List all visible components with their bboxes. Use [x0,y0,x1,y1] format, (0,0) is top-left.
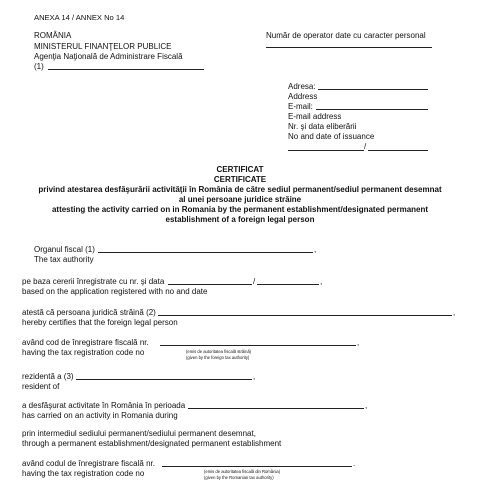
subtitle-en-line1: attesting the activity carried on in Romania by the permanent establishment/designated permanent [51,205,429,214]
address-line[interactable] [318,89,428,90]
ro-issuer-note-en: (given by the Romanian tax authority) [204,475,274,480]
address-label-en: Address [288,92,318,101]
application-slash: / [253,277,256,286]
annex-label: ANEXA 14 / ANNEX No 14 [34,13,125,22]
ro-tax-code-label-en: having the tax registration code no [22,469,145,478]
tax-authority-comma: , [314,245,317,254]
ro-tax-code-label-ro: având codul de înregistrare fiscală nr. [22,459,155,468]
foreign-tax-code-comma: , [357,338,360,347]
issue-number-label-ro: Nr. şi data eliberării [288,122,357,131]
tax-authority-label-ro: Organul fiscal (1) [34,245,95,254]
period-comma: , [365,401,368,410]
residence-comma: , [253,372,256,381]
establishment-label-en: through a permanent establishment/designated permanent establishment [22,439,282,448]
issuer-ministry: MINISTERUL FINANŢELOR PUBLICE [34,42,172,51]
period-line[interactable] [188,408,364,409]
foreign-tax-code-line[interactable] [160,345,356,346]
foreign-issuer-note-en: (given by the foreign tax authority) [186,355,250,360]
period-label-ro: a desfăşurat activitate în România în perioada [22,401,186,410]
application-label-en: based on the application registered with no and date [22,287,208,296]
subtitle-ro-line2: al unei persoane juridice străine [178,195,302,204]
email-label-ro: E-mail: [288,102,313,111]
email-label-en: E-mail address [288,112,342,121]
foreign-person-comma: , [453,308,456,317]
foreign-tax-code-label-en: having the tax registration code no [22,348,145,357]
tax-authority-line[interactable] [98,252,313,253]
establishment-label-ro: prin intermediul sediului permanent/sediului permanent desemnat, [22,429,256,438]
foreign-tax-code-label-ro: având cod de înregistrare fiscală nr. [22,338,149,347]
title-en: CERTIFICATE [213,175,267,184]
address-label-ro: Adresa: [288,82,316,91]
period-label-en: has carried on an activity in Romania during [22,411,178,420]
application-date-line[interactable] [257,284,319,285]
title-ro: CERTIFICAT [216,165,264,174]
application-number-line[interactable] [168,284,252,285]
application-comma: , [320,277,323,286]
issue-number-line[interactable] [288,150,364,151]
issue-number-label-en: No and date of issuance [288,132,375,141]
issue-date-line[interactable] [368,150,428,151]
foreign-issuer-note-ro: (emis de autoritatea fiscală străină) [186,349,252,354]
subtitle-ro-line1: privind atestarea desfăşurării activităţii în România de către sediul permanent/sediul permanent desemnat [38,185,442,194]
foreign-person-line[interactable] [158,315,452,316]
email-line[interactable] [316,109,428,110]
operator-number-label: Număr de operator date cu caracter personal [266,31,426,40]
residence-label-ro: rezidentă a (3) [22,372,74,381]
issuer-unit-prefix: (1) [34,62,44,71]
residence-label-en: resident of [22,382,60,391]
tax-authority-label-en: The tax authority [34,255,94,264]
issuer-agency: Agenţia Naţională de Administrare Fiscală [34,52,183,61]
application-label-ro: pe baza cererii înregistrate cu nr. şi data [22,277,165,286]
foreign-person-label-en: hereby certifies that the foreign legal person [22,318,178,327]
ro-tax-code-dot: . [353,459,356,468]
ro-issuer-note-ro: (emis de autoritatea fiscală din România) [204,469,281,474]
issuer-unit-line[interactable] [48,69,204,70]
ro-tax-code-line[interactable] [162,466,352,467]
issuer-country: ROMÂNIA [34,31,72,40]
issue-slash: / [364,142,367,151]
residence-line[interactable] [76,379,252,380]
foreign-person-label-ro: atestă că persoana juridică străină (2) [22,308,156,317]
subtitle-en-line2: establishment of a foreign legal person [165,215,315,224]
operator-number-line[interactable] [266,47,432,48]
